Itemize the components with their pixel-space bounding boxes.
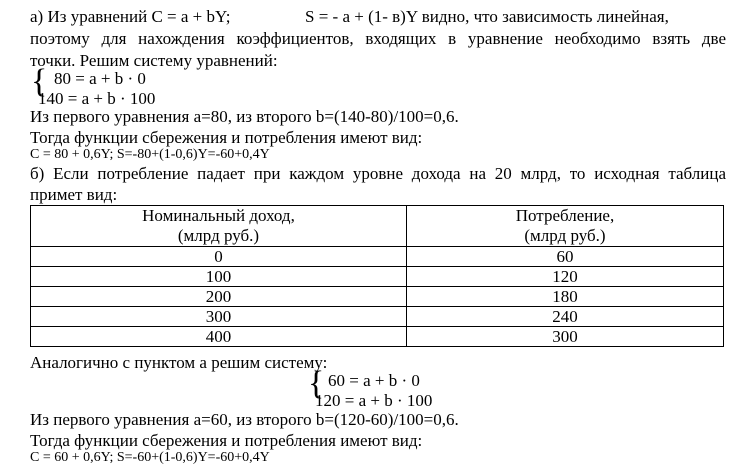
- part-a-line1-left: а) Из уравнений С = а + bY;: [30, 7, 231, 26]
- part-b-similar: Аналогично с пунктом а решим систему:: [30, 353, 328, 372]
- table-row: [31, 287, 724, 307]
- table-header-row: [31, 206, 724, 247]
- system-b-brace: {: [308, 365, 325, 402]
- cell-consumption: 240: [407, 307, 724, 327]
- income-consumption-table: [30, 205, 724, 347]
- cell-consumption: 300: [407, 327, 724, 347]
- part-b-then: Тогда функции сбережения и потребления имеют вид:: [30, 431, 423, 450]
- part-b-functions: С = 60 + 0,6Y; S=-60+(1-0,6)Y=-60+0,4Y: [30, 450, 270, 465]
- system-a-brace: {: [31, 63, 48, 100]
- part-b-solution: Из первого уравнения а=60, из второго b=(120-60)/100=0,6.: [30, 410, 459, 429]
- cell-income: 0: [31, 247, 407, 267]
- system-a-eq1: 80 = a + b · 0: [54, 69, 146, 88]
- header-income: Номинальный доход, (млрд руб.): [31, 206, 407, 247]
- system-b-eq1: 60 = a + b · 0: [328, 371, 420, 390]
- part-a-line1-right: S = - а + (1- в)Y видно, что зависимость линейная,: [305, 7, 669, 26]
- part-a-functions: С = 80 + 0,6Y; S=-80+(1-0,6)Y=-60+0,4Y: [30, 147, 270, 162]
- part-a-line3: точки. Решим систему уравнений:: [30, 51, 278, 70]
- table-row: [31, 307, 724, 327]
- part-a-line2: поэтому для нахождения коэффициентов, входящих в уравнение необходимо взять две: [30, 29, 726, 48]
- table-row: [31, 267, 724, 287]
- cell-consumption: 60: [407, 247, 724, 267]
- cell-consumption: 120: [407, 267, 724, 287]
- cell-income: 300: [31, 307, 407, 327]
- header-consumption: Потребление, (млрд руб.): [407, 206, 724, 247]
- cell-income: 200: [31, 287, 407, 307]
- part-b-line2: примет вид:: [30, 185, 118, 204]
- system-b-eq2: 120 = a + b · 100: [315, 391, 433, 410]
- cell-income: 400: [31, 327, 407, 347]
- part-a-solution: Из первого уравнения а=80, из второго b=(140-80)/100=0,6.: [30, 107, 459, 126]
- system-a-eq2: 140 = a + b · 100: [38, 89, 156, 108]
- cell-income: 100: [31, 267, 407, 287]
- cell-consumption: 180: [407, 287, 724, 307]
- part-b-line1: б) Если потребление падает при каждом уровне дохода на 20 млрд, то исходная таблица: [30, 164, 726, 183]
- table-row: [31, 247, 724, 267]
- part-a-then: Тогда функции сбережения и потребления имеют вид:: [30, 128, 423, 147]
- table-row: [31, 327, 724, 347]
